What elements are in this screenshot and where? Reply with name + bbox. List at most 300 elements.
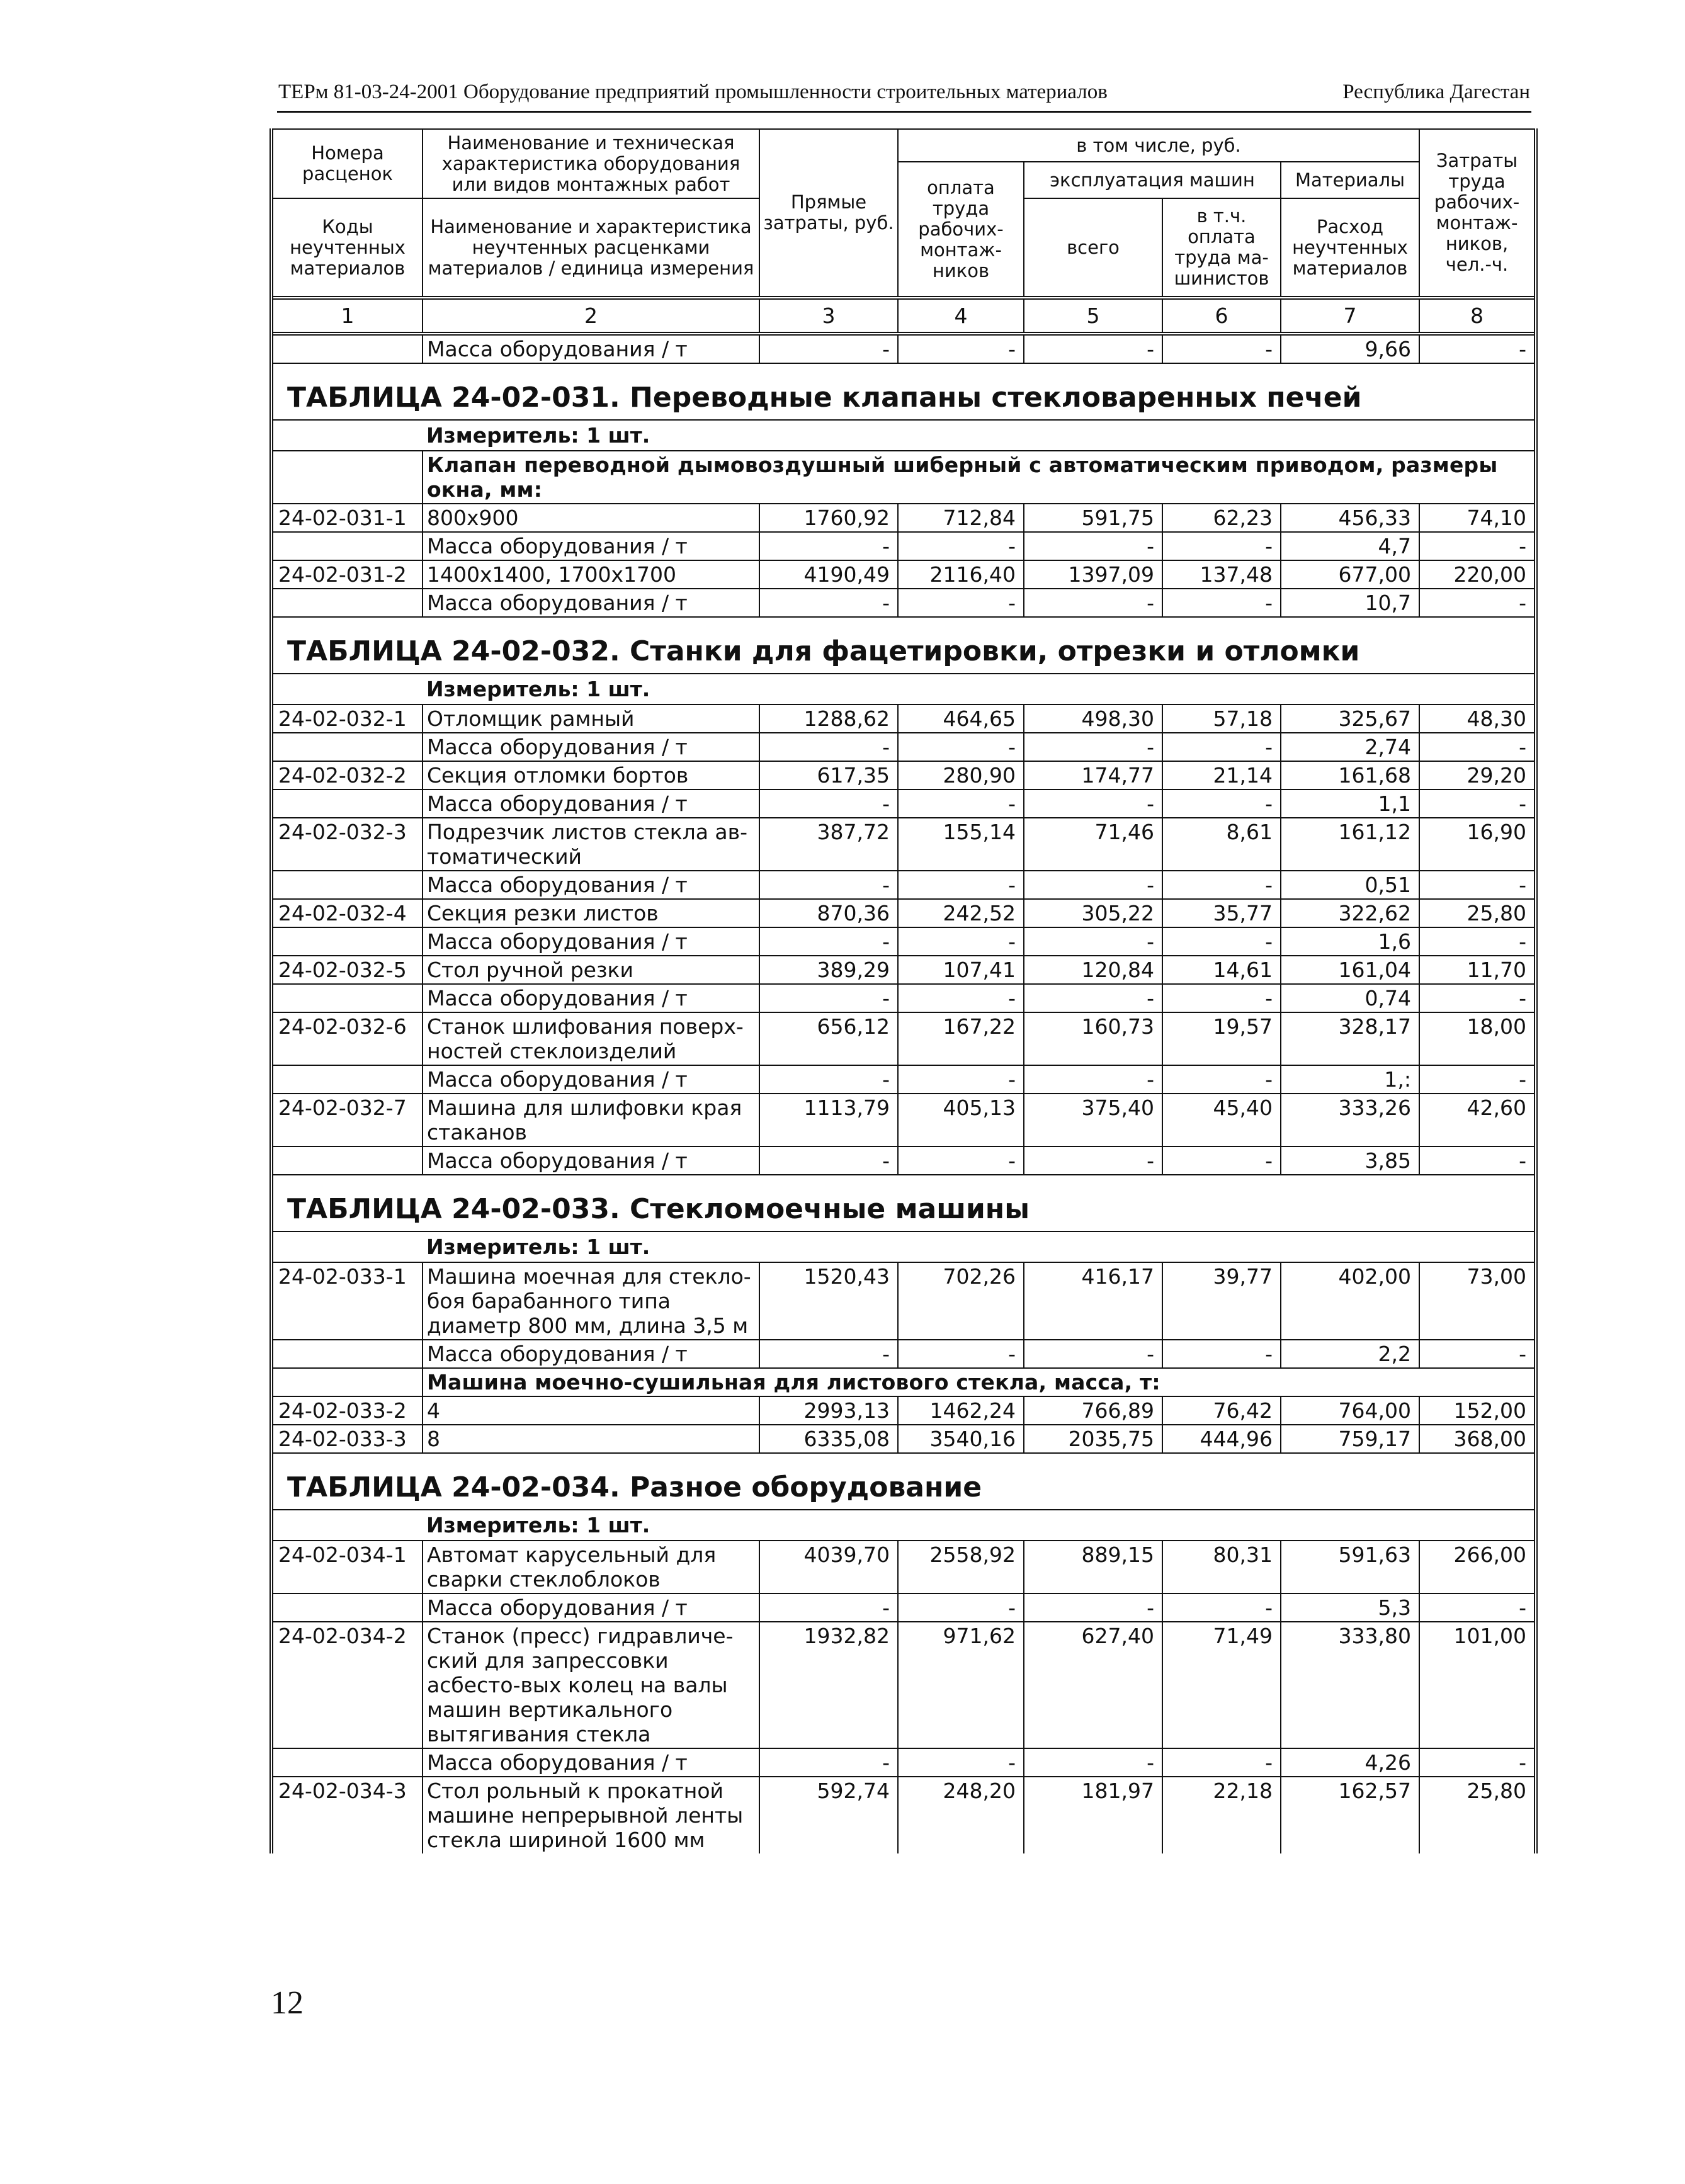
cell-value: 333,26 [1281, 1094, 1419, 1146]
cell-value: 1462,24 [898, 1396, 1024, 1425]
cell-value: - [1162, 1340, 1281, 1368]
col-number: 6 [1162, 298, 1281, 334]
table-row [271, 871, 1536, 899]
measure-label [423, 1231, 1536, 1262]
row-name: Масса оборудования / т [423, 1593, 759, 1622]
rate-code: 24-02-032-4 [271, 899, 423, 927]
rate-code [271, 984, 423, 1012]
rate-code: 24-02-033-3 [271, 1425, 423, 1453]
cell-value: 656,12 [759, 1012, 898, 1065]
cell-value: 4190,49 [759, 560, 898, 589]
rate-code: 24-02-032-6 [271, 1012, 423, 1065]
cell-value: 322,62 [1281, 899, 1419, 927]
cell-value: 1760,92 [759, 504, 898, 532]
cell-value: 498,30 [1024, 704, 1162, 733]
cell-value: - [1419, 789, 1536, 818]
cell-value: - [898, 733, 1024, 761]
row-name: Масса оборудования / т [423, 1065, 759, 1094]
header-rate-numbers: Номера расценок [271, 129, 423, 198]
cell-value: - [898, 1340, 1024, 1368]
group-row [271, 451, 1536, 504]
cell-value: - [898, 789, 1024, 818]
cell-value: - [759, 1065, 898, 1094]
table-title: ТАБЛИЦА 24-02-034. Разное оборудование [271, 1453, 1536, 1510]
cell-value: 4,26 [1281, 1748, 1419, 1777]
cell-value: 280,90 [898, 761, 1024, 789]
cell-value: 464,65 [898, 704, 1024, 733]
row-name: Стол рольный к прокатной машине непрерывной ленты стекла шириной 1600 мм [423, 1777, 759, 1853]
row-name: Станок (пресс) гидравличе-ский для запрессовки асбесто-вых колец на валы машин вертикального вытягивания стекла [423, 1622, 759, 1748]
cell-value: 18,00 [1419, 1012, 1536, 1065]
cell-value: 389,29 [759, 956, 898, 984]
rate-code [271, 1146, 423, 1175]
measure-row [271, 420, 1536, 451]
rate-code [271, 789, 423, 818]
measure-unit: Измеритель: 1 шт. [426, 677, 650, 701]
table-row [271, 1340, 1536, 1368]
table-title-row [271, 1175, 1536, 1231]
table-row [271, 761, 1536, 789]
cell-value: 2993,13 [759, 1396, 898, 1425]
row-name: 1400x1400, 1700x1700 [423, 560, 759, 589]
cell-value: 266,00 [1419, 1541, 1536, 1593]
spacer [271, 420, 423, 451]
cell-value: 416,17 [1024, 1262, 1162, 1340]
cell-value: - [898, 1065, 1024, 1094]
rate-code: 24-02-031-1 [271, 504, 423, 532]
cell-value: 8,61 [1162, 818, 1281, 871]
cell-value: - [759, 1340, 898, 1368]
cell-value: 592,74 [759, 1777, 898, 1853]
cell-value: - [1024, 789, 1162, 818]
cell-value: - [898, 1146, 1024, 1175]
header-left-title: ТЕРм 81-03-24-2001 Оборудование предприятий промышленности строительных материалов [278, 81, 1108, 103]
row-name: Автомат карусельный для сварки стеклоблоков [423, 1541, 759, 1593]
cell-value: - [1162, 589, 1281, 617]
cell-value: - [898, 1593, 1024, 1622]
rate-code [271, 1593, 423, 1622]
cell-value: 1932,82 [759, 1622, 898, 1748]
cell-value: - [1162, 1593, 1281, 1622]
measure-row [271, 674, 1536, 704]
cell-value: - [1419, 871, 1536, 899]
measure-unit: Измеритель: 1 шт. [426, 1513, 650, 1537]
cell-value: - [1162, 1748, 1281, 1777]
cell-value: - [759, 927, 898, 956]
table-title-row [271, 1453, 1536, 1510]
table-row [271, 1777, 1536, 1853]
cell-value: 870,36 [759, 899, 898, 927]
col-number: 4 [898, 298, 1024, 334]
cell-value: 152,00 [1419, 1396, 1536, 1425]
row-name: Станок шлифования поверх-ностей стеклоизделий [423, 1012, 759, 1065]
measure-label [423, 674, 1536, 704]
measure-row [271, 1231, 1536, 1262]
cell-value: - [1024, 532, 1162, 560]
cell-value: 21,14 [1162, 761, 1281, 789]
table-row [271, 927, 1536, 956]
cell-value: - [898, 927, 1024, 956]
row-name: Машина для шлифовки края стаканов [423, 1094, 759, 1146]
cell-value: 617,35 [759, 761, 898, 789]
header-machinist-wages: в т.ч. оплата труда ма-шинистов [1162, 198, 1281, 298]
cell-value: - [1419, 1340, 1536, 1368]
rate-code [271, 532, 423, 560]
cell-value: - [1024, 1593, 1162, 1622]
cell-value: 16,90 [1419, 818, 1536, 871]
cell-value: 57,18 [1162, 704, 1281, 733]
rate-code: 24-02-032-2 [271, 761, 423, 789]
table-row [271, 1541, 1536, 1593]
cell-value: 137,48 [1162, 560, 1281, 589]
cell-value: 120,84 [1024, 956, 1162, 984]
cell-value: - [1024, 733, 1162, 761]
cell-value: - [1419, 1593, 1536, 1622]
price-table [269, 128, 1538, 1853]
cell-value: 220,00 [1419, 560, 1536, 589]
cell-value: - [898, 532, 1024, 560]
row-name: Секция резки листов [423, 899, 759, 927]
cell-value: - [1419, 984, 1536, 1012]
cell-value: 29,20 [1419, 761, 1536, 789]
cell-value: 155,14 [898, 818, 1024, 871]
rate-code [271, 1748, 423, 1777]
col-number: 7 [1281, 298, 1419, 334]
cell-value: - [759, 871, 898, 899]
cell-value: 4039,70 [759, 1541, 898, 1593]
table-row [271, 1094, 1536, 1146]
rate-code [271, 589, 423, 617]
cell-value: - [1162, 984, 1281, 1012]
table-row [271, 334, 1536, 363]
rate-code: 24-02-034-2 [271, 1622, 423, 1748]
cell-value: - [1162, 733, 1281, 761]
cell-value: 73,00 [1419, 1262, 1536, 1340]
cell-value: - [1162, 871, 1281, 899]
header-wages: оплата труда рабочих-монтаж-ников [898, 162, 1024, 298]
table-row [271, 704, 1536, 733]
header-including: в том числе, руб. [898, 129, 1419, 162]
cell-value: 702,26 [898, 1262, 1024, 1340]
cell-value: 2,74 [1281, 733, 1419, 761]
spacer [271, 1231, 423, 1262]
cell-value: 405,13 [898, 1094, 1024, 1146]
cell-value: - [1024, 1146, 1162, 1175]
table-row [271, 1396, 1536, 1425]
cell-value: 248,20 [898, 1777, 1024, 1853]
table-row [271, 1748, 1536, 1777]
row-name: Масса оборудования / т [423, 871, 759, 899]
table-row [271, 789, 1536, 818]
cell-value: 74,10 [1419, 504, 1536, 532]
cell-value: - [1419, 1065, 1536, 1094]
row-name: 8 [423, 1425, 759, 1453]
page-number: 12 [271, 1985, 304, 2021]
cell-value: - [1419, 1748, 1536, 1777]
cell-value: 161,68 [1281, 761, 1419, 789]
rate-code: 24-02-032-1 [271, 704, 423, 733]
cell-value: - [1419, 733, 1536, 761]
cell-value: 45,40 [1162, 1094, 1281, 1146]
rate-code: 24-02-032-5 [271, 956, 423, 984]
rate-code: 24-02-032-3 [271, 818, 423, 871]
table-row [271, 560, 1536, 589]
cell-value: - [898, 334, 1024, 363]
cell-value: 35,77 [1162, 899, 1281, 927]
cell-value: 1113,79 [759, 1094, 898, 1146]
cell-value: 22,18 [1162, 1777, 1281, 1853]
header-material-codes: Коды неучтенных материалов [271, 198, 423, 298]
cell-value: 1520,43 [759, 1262, 898, 1340]
cell-value: 1397,09 [1024, 560, 1162, 589]
row-name: Стол ручной резки [423, 956, 759, 984]
running-header [277, 77, 1531, 113]
cell-value: 162,57 [1281, 1777, 1419, 1853]
cell-value: 62,23 [1162, 504, 1281, 532]
cell-value: - [1162, 789, 1281, 818]
table-row [271, 504, 1536, 532]
table-row [271, 1593, 1536, 1622]
cell-value: 2116,40 [898, 560, 1024, 589]
table-row [271, 1012, 1536, 1065]
cell-value: 591,63 [1281, 1541, 1419, 1593]
row-name: Масса оборудования / т [423, 984, 759, 1012]
cell-value: 80,31 [1162, 1541, 1281, 1593]
cell-value: 39,77 [1162, 1262, 1281, 1340]
cell-value: 766,89 [1024, 1396, 1162, 1425]
col-number: 3 [759, 298, 898, 334]
cell-value: 4,7 [1281, 532, 1419, 560]
cell-value: - [759, 334, 898, 363]
table-row [271, 818, 1536, 871]
cell-value: 1288,62 [759, 704, 898, 733]
cell-value: 71,49 [1162, 1622, 1281, 1748]
cell-value: 1,1 [1281, 789, 1419, 818]
table-row [271, 956, 1536, 984]
table-row [271, 1425, 1536, 1453]
cell-value: 48,30 [1419, 704, 1536, 733]
row-name: Масса оборудования / т [423, 733, 759, 761]
cell-value: 25,80 [1419, 1777, 1536, 1853]
header-material-names: Наименование и характеристика неучтенных расценками материалов / единица измерения [423, 198, 759, 298]
rate-code: 24-02-033-2 [271, 1396, 423, 1425]
cell-value: 19,57 [1162, 1012, 1281, 1065]
cell-value: 2,2 [1281, 1340, 1419, 1368]
header-machines-total: всего [1024, 198, 1162, 298]
measure-label [423, 420, 1536, 451]
cell-value: 0,51 [1281, 871, 1419, 899]
table-row [271, 1262, 1536, 1340]
cell-value: - [1162, 1146, 1281, 1175]
row-name: 4 [423, 1396, 759, 1425]
row-name: Масса оборудования / т [423, 927, 759, 956]
rate-code: 24-02-034-1 [271, 1541, 423, 1593]
cell-value: - [759, 789, 898, 818]
cell-value: - [1419, 334, 1536, 363]
row-name: 800x900 [423, 504, 759, 532]
cell-value: 71,46 [1024, 818, 1162, 871]
row-name: Секция отломки бортов [423, 761, 759, 789]
group-heading: Машина моечно-сушильная для листового стекла, масса, т: [423, 1368, 1536, 1396]
cell-value: 712,84 [898, 504, 1024, 532]
rate-code: 24-02-033-1 [271, 1262, 423, 1340]
cell-value: 971,62 [898, 1622, 1024, 1748]
cell-value: - [898, 589, 1024, 617]
cell-value: 76,42 [1162, 1396, 1281, 1425]
header-labor: Затраты труда рабочих-монтаж-ников, чел.-ч. [1419, 129, 1536, 298]
cell-value: - [898, 871, 1024, 899]
row-name: Масса оборудования / т [423, 789, 759, 818]
cell-value: - [1162, 532, 1281, 560]
row-name: Масса оборудования / т [423, 334, 759, 363]
header-machines: эксплуатация машин [1024, 162, 1281, 198]
col-number: 5 [1024, 298, 1162, 334]
cell-value: 101,00 [1419, 1622, 1536, 1748]
row-name: Масса оборудования / т [423, 1748, 759, 1777]
cell-value: 325,67 [1281, 704, 1419, 733]
col-number: 1 [271, 298, 423, 334]
cell-value: - [759, 1146, 898, 1175]
cell-value: 444,96 [1162, 1425, 1281, 1453]
cell-value: 160,73 [1024, 1012, 1162, 1065]
spacer [271, 1368, 423, 1396]
rate-code: 24-02-032-7 [271, 1094, 423, 1146]
cell-value: 402,00 [1281, 1262, 1419, 1340]
cell-value: 181,97 [1024, 1777, 1162, 1853]
cell-value: 1,: [1281, 1065, 1419, 1094]
header-direct-costs: Прямые затраты, руб. [759, 129, 898, 298]
cell-value: 14,61 [1162, 956, 1281, 984]
cell-value: 9,66 [1281, 334, 1419, 363]
cell-value: - [1024, 1748, 1162, 1777]
cell-value: - [759, 589, 898, 617]
measure-row [271, 1510, 1536, 1541]
cell-value: - [898, 984, 1024, 1012]
cell-value: 2558,92 [898, 1541, 1024, 1593]
header-materials: Материалы [1281, 162, 1419, 198]
cell-value: 764,00 [1281, 1396, 1419, 1425]
table-title-row [271, 363, 1536, 420]
cell-value: - [1024, 984, 1162, 1012]
row-name: Подрезчик листов стекла ав-томатический [423, 818, 759, 871]
cell-value: 456,33 [1281, 504, 1419, 532]
cell-value: 161,12 [1281, 818, 1419, 871]
cell-value: 591,75 [1024, 504, 1162, 532]
rate-code [271, 1065, 423, 1094]
cell-value: - [1419, 532, 1536, 560]
cell-value: 167,22 [898, 1012, 1024, 1065]
group-heading: Клапан переводной дымовоздушный шиберный с автоматическим приводом, размеры окна, мм: [423, 451, 1536, 504]
measure-label [423, 1510, 1536, 1541]
table-row [271, 899, 1536, 927]
col-number: 2 [423, 298, 759, 334]
cell-value: 375,40 [1024, 1094, 1162, 1146]
cell-value: 42,60 [1419, 1094, 1536, 1146]
cell-value: 387,72 [759, 818, 898, 871]
cell-value: 1,6 [1281, 927, 1419, 956]
row-name: Масса оборудования / т [423, 1146, 759, 1175]
cell-value: 11,70 [1419, 956, 1536, 984]
cell-value: 3540,16 [898, 1425, 1024, 1453]
cell-value: - [1024, 927, 1162, 956]
rate-code: 24-02-034-3 [271, 1777, 423, 1853]
cell-value: 174,77 [1024, 761, 1162, 789]
cell-value: 368,00 [1419, 1425, 1536, 1453]
row-name: Машина моечная для стекло-боя барабанного типа диаметр 800 мм, длина 3,5 м [423, 1262, 759, 1340]
header-material-consumption: Расход неучтенных материалов [1281, 198, 1419, 298]
measure-unit: Измеритель: 1 шт. [426, 423, 650, 448]
cell-value: 25,80 [1419, 899, 1536, 927]
cell-value: 6335,08 [759, 1425, 898, 1453]
col-number: 8 [1419, 298, 1536, 334]
cell-value: - [759, 984, 898, 1012]
cell-value: - [898, 1748, 1024, 1777]
cell-value: 677,00 [1281, 560, 1419, 589]
header-name: Наименование и техническая характеристика оборудования или видов монтажных работ [423, 129, 759, 198]
rate-code [271, 733, 423, 761]
spacer [271, 451, 423, 504]
table-title: ТАБЛИЦА 24-02-031. Переводные клапаны стекловаренных печей [271, 363, 1536, 420]
row-name: Масса оборудования / т [423, 589, 759, 617]
table-row [271, 1146, 1536, 1175]
cell-value: - [759, 1748, 898, 1777]
cell-value: 305,22 [1024, 899, 1162, 927]
cell-value: 107,41 [898, 956, 1024, 984]
cell-value: 333,80 [1281, 1622, 1419, 1748]
cell-value: 759,17 [1281, 1425, 1419, 1453]
cell-value: - [759, 1593, 898, 1622]
table-title: ТАБЛИЦА 24-02-032. Станки для фацетировки, отрезки и отломки [271, 617, 1536, 674]
cell-value: - [1024, 871, 1162, 899]
header-region: Республика Дагестан [1342, 81, 1530, 103]
cell-value: 10,7 [1281, 589, 1419, 617]
cell-value: 0,74 [1281, 984, 1419, 1012]
cell-value: - [759, 532, 898, 560]
measure-unit: Измеритель: 1 шт. [426, 1235, 650, 1259]
group-row [271, 1368, 1536, 1396]
cell-value: 242,52 [898, 899, 1024, 927]
cell-value: - [1162, 927, 1281, 956]
table-title-row [271, 617, 1536, 674]
spacer [271, 674, 423, 704]
cell-value: 3,85 [1281, 1146, 1419, 1175]
table-row [271, 1065, 1536, 1094]
table-row [271, 984, 1536, 1012]
cell-value: 627,40 [1024, 1622, 1162, 1748]
row-name: Отломщик рамный [423, 704, 759, 733]
cell-value: - [1419, 589, 1536, 617]
cell-value: - [1419, 927, 1536, 956]
table-title: ТАБЛИЦА 24-02-033. Стекломоечные машины [271, 1175, 1536, 1231]
cell-value: - [1162, 334, 1281, 363]
spacer [271, 1510, 423, 1541]
cell-value: - [1024, 589, 1162, 617]
cell-value: 5,3 [1281, 1593, 1419, 1622]
cell-value: - [1024, 334, 1162, 363]
cell-value: - [1024, 1340, 1162, 1368]
table-row [271, 589, 1536, 617]
cell-value: 161,04 [1281, 956, 1419, 984]
table-row [271, 1622, 1536, 1748]
rate-code [271, 871, 423, 899]
cell-value: - [1024, 1065, 1162, 1094]
cell-value: 2035,75 [1024, 1425, 1162, 1453]
row-name: Масса оборудования / т [423, 532, 759, 560]
cell-value: - [1162, 1065, 1281, 1094]
rate-code [271, 1340, 423, 1368]
table-row [271, 532, 1536, 560]
cell-value: - [759, 733, 898, 761]
